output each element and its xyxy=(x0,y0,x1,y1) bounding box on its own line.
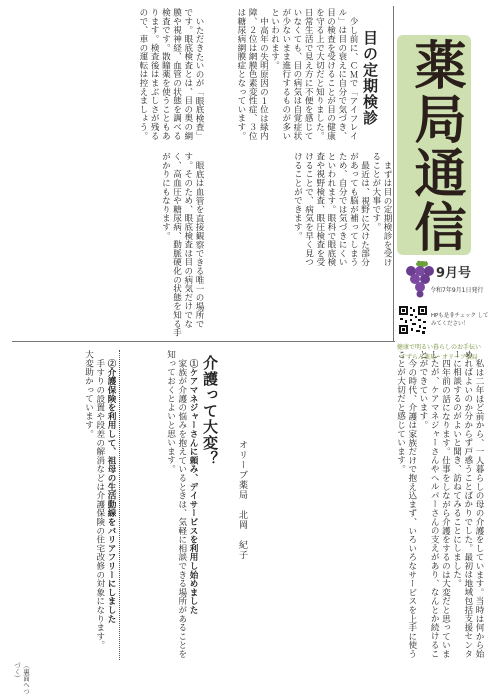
article1-paragraph: 最近は、視野に欠けた部分があっても脳が補ってしまうため、自分では気づきにくいといわれます。眼科で眼底検査や視野検査、眼圧検査を受けることで、病気を早く見つけることができます。 xyxy=(292,152,370,267)
article1-column-3 xyxy=(14,8,204,148)
article2-paragraph: 今の時代、介護は家族だけで抱え込まず、いろいろなサービスを上手に使うことが大切だと感じています。 xyxy=(395,350,417,658)
article2-paragraph: 四年前の話になります。仕事をしながら介護をするのは大変だと思っていましたが、ケアマネジャーさんやヘルパーさんの支えがあり、なんとか続けることができています。 xyxy=(417,350,451,658)
article2-column-1 xyxy=(252,350,484,660)
article1-paragraph: 少し前に、ＣＭで「アイフレイル」は目の衰えに自分で気づき、目の検査を受けることが目の健康を守る上で大切だと知りました。日常生活で見え方に不便を感じていなくても、目の病気は自覚症状が少ないまま進行するものが多いといわれます。 xyxy=(269,8,358,140)
hp-notice: HPも是非チェック してみてください！ xyxy=(431,313,489,327)
continued-note: （裏面へつづく） xyxy=(13,662,30,695)
masthead-title: 薬局通信 xyxy=(405,38,465,254)
article2-point-2: ②介護保険を利用して、祖母の生活動線をバリアフリーにしました xyxy=(106,358,116,623)
article1-column-2 xyxy=(210,152,392,272)
article2-byline: オリーブ薬局 北岡 紀子 xyxy=(237,440,247,560)
article1-heading: 目の定期検診 xyxy=(361,30,379,126)
article1-column-1 xyxy=(210,8,358,148)
article1-paragraph: 中高年の失明原因の１位は緑内障、２位は網膜色素変性症、３位は糖尿病網膜症となっています。 xyxy=(235,8,269,140)
article2-column-2 xyxy=(124,350,198,660)
pharmacy-names: すずらん薬局・オリーブ薬局 xyxy=(400,354,478,361)
article1-paragraph: まずは目の定期検診を受けることが大事です。 xyxy=(370,152,392,267)
qr-code-icon[interactable] xyxy=(398,305,428,335)
issue-label: 9月号 xyxy=(436,266,472,281)
masthead-divider xyxy=(393,6,394,341)
article1-paragraph: いただきたいのが「眼底検査」です。眼底検査とは、目の奥の網膜や視神経、血管の状態を調べる検査です。散瞳薬を使うこともあります。検査後はまぶしさが残るので、車の運転は控えましょう。 xyxy=(137,8,204,140)
article2-paragraph: 手すりの設置や段差の解消などは介護保険の住宅改修の対象になります。大変助かっています。 xyxy=(83,350,105,649)
article2-paragraph: 私は二年ほど前から、一人暮らしの母の介護をしています。当時は何から始めればよいのか分からず戸惑うことばかりでした。最初は地域包括支援センターに相談するのがよいと聞き、訪ねてみることにしました。 xyxy=(451,350,484,658)
article2-column-3 xyxy=(24,350,116,655)
section-divider xyxy=(12,341,395,342)
article2-point-1: ①ケアマネジャーさんに頼み、デイサービスを利用し始めました xyxy=(188,358,198,614)
article2-heading: 介護って大変？ xyxy=(201,355,219,467)
article2-paragraph: 家族が介護の悩みを抱えているときは、気軽に相談できる場所があることを知っておくとよいと思います。 xyxy=(165,350,187,658)
article1-column-4 xyxy=(14,152,204,337)
issue-date: 令和7年9月1日発行 xyxy=(430,287,484,294)
article1-paragraph: 眼底は血管を直接観察できる唯一の場所です。そのため、眼底検査は目の病気だけでなく、高血圧や糖尿病、動脈硬化の状態を知る手がかりにもなります。 xyxy=(160,152,204,337)
tagline: 健康で明るい暮らしのお手伝い xyxy=(397,344,482,351)
column-divider xyxy=(119,350,120,660)
